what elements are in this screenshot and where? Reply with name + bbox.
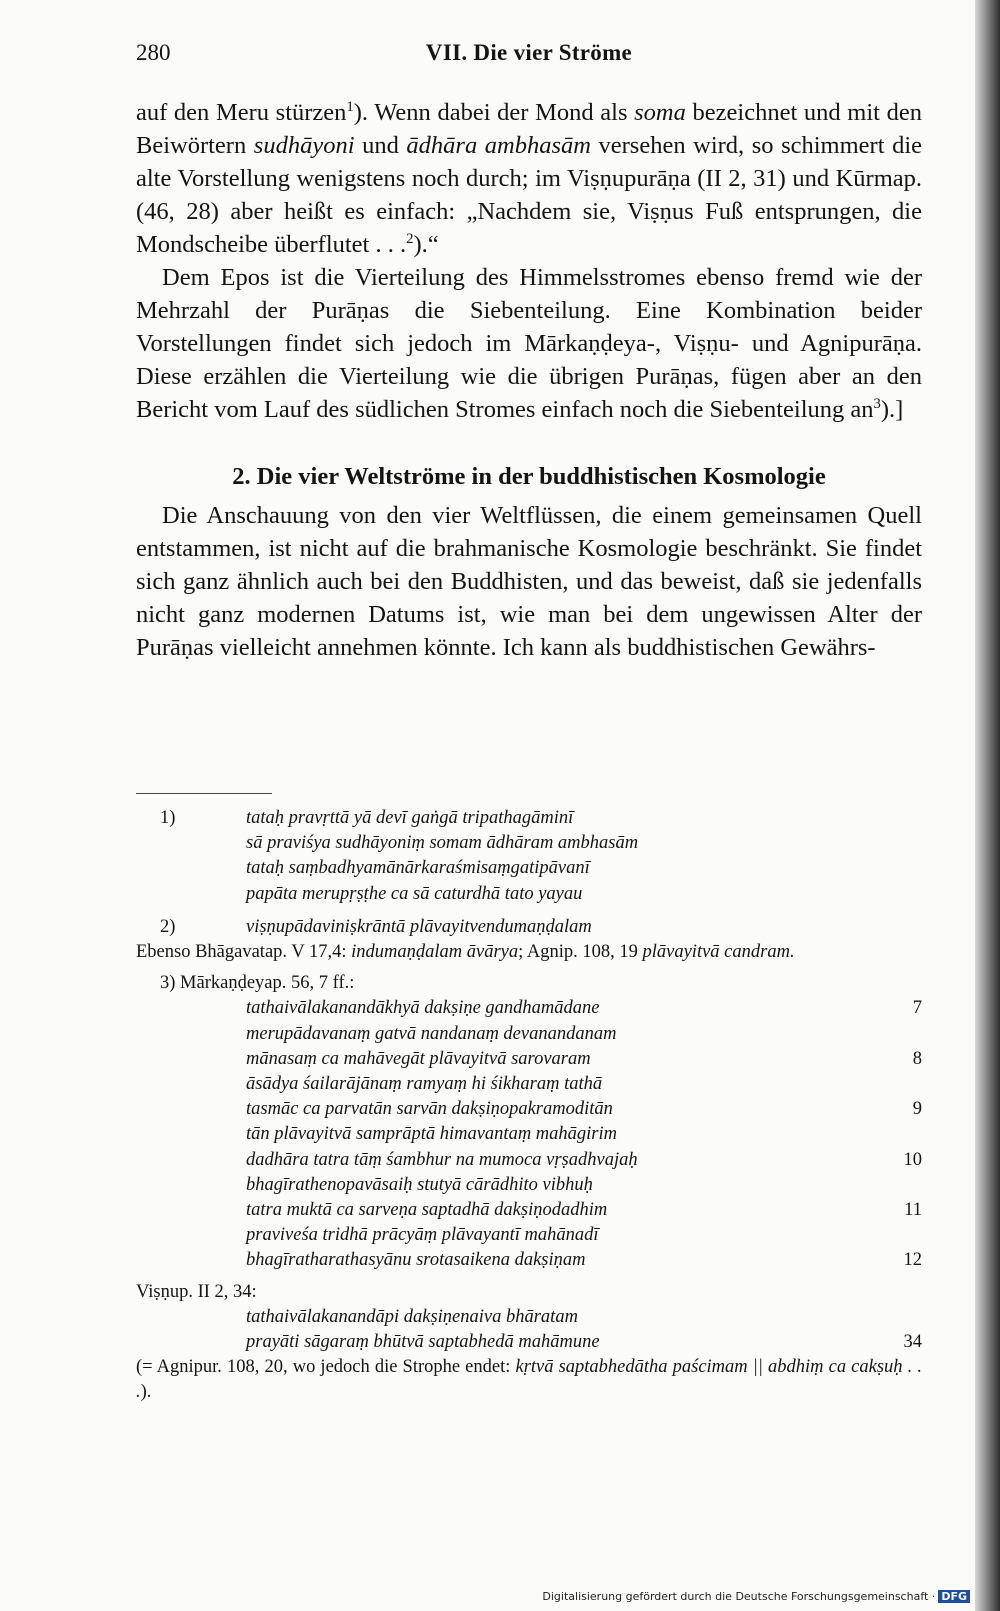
vishnup-intro: Viṣṇup. II 2, 34: (136, 1281, 257, 1302)
verse-number: 10 (903, 1149, 922, 1170)
dfg-logo-icon: DFG (938, 1590, 970, 1603)
verse-line: mānasaṃ ca mahāvegāt plāvayitvā sarovaram 8 (246, 1047, 922, 1072)
footnote-rule (136, 793, 272, 794)
footnote-ref-1: 1 (346, 99, 354, 116)
verse-number: 11 (904, 1200, 922, 1221)
footnote-3-continued (136, 1280, 922, 1406)
footnote-mark-1: 1) (160, 808, 176, 828)
verse-line: sā praviśya sudhāyoniṃ somam ādhāram ambhasām (246, 833, 639, 854)
footnote-3-intro: 3) Mārkaṇḍeyap. 56, 7 ff.: (160, 973, 355, 994)
verse-line: āsādya śailarājānaṃ ramyaṃ hi śikharaṃ tathā (246, 1074, 603, 1095)
agnipur-note: (= Agnipur. 108, 20, wo jedoch die Strophe endet: kṛtvā saptabhedātha paścimam || abdhiṃ ca cakṣuḥ . . .). (136, 1357, 922, 1403)
verse-line: merupādavanaṃ gatvā nandanaṃ devanandanam (246, 1023, 617, 1044)
page-number: 280 (136, 40, 171, 65)
digitization-imprint: Digitalisierung gefördert durch die Deutsche Forschungsgemeinschaft · DFG (542, 1590, 970, 1603)
term-soma: soma (634, 99, 686, 126)
verse-number: 12 (903, 1250, 922, 1271)
verse-line: tasmāc ca parvatān sarvān dakṣiṇopakramoditān 9 (246, 1097, 922, 1122)
book-spine-shadow (975, 0, 1000, 1611)
verse-line: tataḥ pravṛttā yā devī gaṅgā tripathagāminī (246, 808, 574, 828)
verse-line: bhagīratharathasyānu srotasaikena dakṣiṇam 12 (246, 1248, 922, 1273)
footnote-1 (136, 806, 922, 907)
page-header (136, 40, 922, 72)
footnote-3 (136, 971, 922, 1273)
verse-line: prayāti sāgaraṃ bhūtvā saptabhedā mahāmune 34 (246, 1330, 922, 1355)
verse-line: praviveśa tridhā prācyāṃ plāvayantī mahānadī (246, 1225, 599, 1246)
footnote-mark-2: 2) (160, 916, 176, 937)
term-sudhayoni: sudhāyoni (253, 132, 355, 159)
verse-line: tān plāvayitvā samprāptā himavantaṃ mahāgirim (246, 1124, 618, 1145)
verse-line: dadhāra tatra tāṃ śambhur na mumoca vṛṣadhvajaḥ 10 (246, 1148, 922, 1173)
paragraph-2: Dem Epos ist die Vierteilung des Himmelsstromes ebenso fremd wie der Mehrzahl der Purāṇas die Siebenteilung. Eine Kombination beider Vorstellungen findet sich jedoch im Mārkaṇḍeya-, Viṣṇu- und Agnipurāṇa. Diese erzählen die Vierteilung wie die übrigen Purāṇas, fügen aber an den Bericht vom Lauf des südlichen Stromes einfach noch die Siebenteilung $an^3$).] (136, 264, 922, 423)
verse-number: 34 (903, 1332, 922, 1353)
verse-number: 9 (912, 1099, 922, 1120)
section-heading: 2. Die vier Weltströme in der buddhistischen Kosmologie (232, 463, 826, 490)
footnote-2 (136, 915, 922, 965)
footnote-ref-3: 3 (873, 396, 881, 413)
footnotes (136, 806, 922, 1406)
paragraph-1: auf den Meru stürzen$^1$). Wenn dabei der Mond als soma bezeichnet und mit den Beiwörtern sudhāyoni und ādhāra ambhasām versehen wird, so schimmert die alte Vorstellung wenigstens noch durch; im Viṣṇupurāṇa (II 2, 31) und Kūrmap. (46, 28) aber heißt es einfach: „Nachdem sie, Viṣṇus Fuß entsprungen, die Mondscheibe überflutet . . .$^2$).“ (136, 99, 923, 258)
verse-line: papāta merupṛṣṭhe ca sā caturdhā tato yayau (246, 883, 583, 904)
term-adhara: ādhāra ambhasām (406, 132, 591, 159)
verse-line: tatra muktā ca sarveṇa saptadhā dakṣiṇodadhim 11 (246, 1198, 922, 1223)
running-head: VII. Die vier Ströme (425, 40, 633, 65)
verse-line: bhagīrathenopavāsaiḥ stutyā cārādhito vibhuḥ (246, 1174, 593, 1195)
verse-line: tathaivālakanandākhyā dakṣiṇe gandhamādane 7 (246, 996, 922, 1021)
verse-number: 8 (912, 1048, 922, 1069)
verse-line: viṣṇupādaviniṣkrāntā plāvayitvendumaṇḍalam (246, 916, 592, 937)
main-text (136, 96, 922, 664)
paragraph-3: Die Anschauung von den vier Weltflüssen, die einem gemeinsamen Quell entstammen, ist nicht auf die brahmanische Kosmologie beschränkt. Sie findet sich ganz ähnlich auch bei den Buddhisten, und das beweist, daß sie jedenfalls nicht ganz modernen Datums ist, wie man bei dem ungewissen Alter der Purāṇas vielleicht annehmen könnte. Ich kann als buddhistischen Gewährs- (136, 502, 922, 661)
verse-line: tataḥ saṃbadhyamānārkaraśmisaṃgatipāvanī (246, 858, 590, 879)
verse-number: 7 (912, 998, 922, 1019)
footnote-ref-2: 2 (406, 231, 414, 248)
verse-line: tathaivālakanandāpi dakṣiṇenaiva bhāratam (246, 1306, 578, 1327)
footnote-2-prose: Ebenso Bhāgavatap. V 17,4: indumaṇḍalam āvārya; Agnip. 108, 19 plāvayitvā candram. (136, 942, 795, 963)
